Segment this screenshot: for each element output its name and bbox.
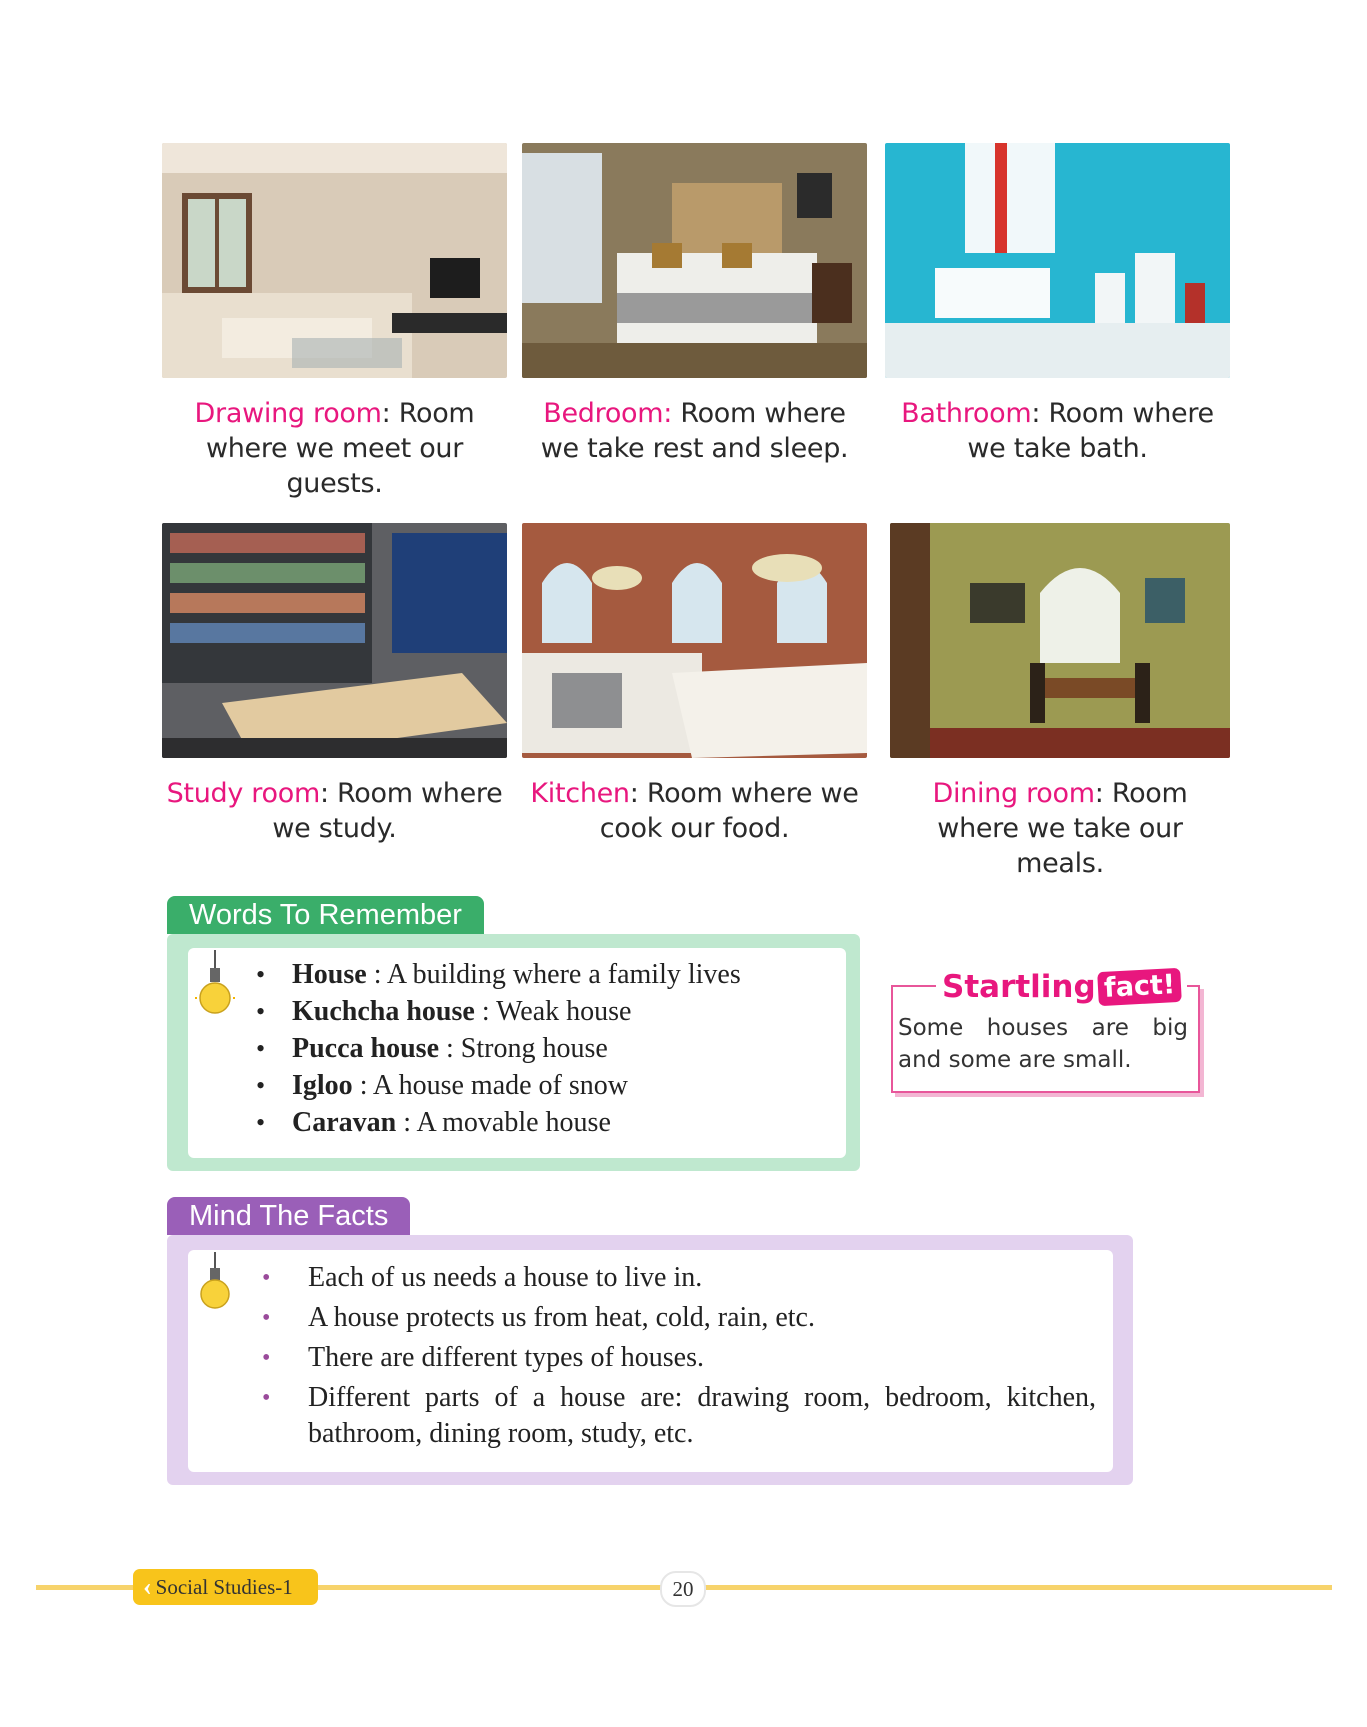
word-meaning: : A movable house	[396, 1107, 611, 1138]
room-card-bedroom	[522, 143, 867, 466]
words-to-remember-title: Words To Remember	[167, 896, 484, 934]
room-description: : Room where we take bath.	[967, 398, 1214, 464]
room-description: : Room where we meet our guests.	[205, 398, 475, 499]
room-description: : Room where we take our meals.	[937, 778, 1188, 879]
page-number: 20	[660, 1571, 706, 1607]
list-item	[256, 993, 741, 1030]
list-item	[256, 1067, 741, 1104]
bedroom-photo	[522, 143, 867, 378]
startling-fact-title	[936, 968, 1187, 1006]
word-term: House	[292, 959, 367, 990]
room-term: Bedroom:	[543, 398, 673, 429]
list-item	[256, 956, 741, 993]
words-to-remember-panel	[188, 948, 846, 1158]
lightbulb-icon	[195, 950, 235, 1034]
fact-title-text: Startling	[942, 969, 1096, 1005]
word-term: Caravan	[292, 1107, 397, 1138]
list-item	[256, 1104, 741, 1141]
room-term: Study room	[166, 778, 320, 809]
room-card-kitchen	[522, 523, 867, 846]
room-caption	[890, 776, 1230, 881]
word-term: Igloo	[292, 1070, 353, 1101]
room-card-bathroom	[885, 143, 1230, 466]
word-meaning: : Strong house	[439, 1033, 608, 1064]
chevron-left-icon: ‹	[143, 1572, 152, 1601]
list-item	[256, 1030, 741, 1067]
list-item: • Different parts of a house are: drawing room, bedroom, kitchen, bathroom, dining room, study, etc.	[258, 1380, 1096, 1452]
room-caption	[162, 776, 507, 846]
book-title-tab	[133, 1569, 318, 1605]
bathroom-photo	[885, 143, 1230, 378]
room-term: Kitchen	[530, 778, 630, 809]
dining-room-photo	[890, 523, 1230, 758]
room-card-study	[162, 523, 507, 846]
word-meaning: : A building where a family lives	[366, 959, 741, 990]
facts-list	[258, 1260, 1096, 1456]
room-description: : Room where we study.	[272, 778, 503, 844]
room-description: Room where we take rest and sleep.	[540, 398, 849, 464]
room-card-drawing	[162, 143, 507, 501]
list-item: • There are different types of houses.	[258, 1340, 1096, 1376]
mind-the-facts-title: Mind The Facts	[167, 1197, 410, 1235]
room-description: : Room where we cook our food.	[599, 778, 859, 844]
room-term: Drawing room	[194, 398, 382, 429]
book-title: Social Studies-1	[155, 1574, 293, 1599]
list-item: • A house protects us from heat, cold, rain, etc.	[258, 1300, 1096, 1336]
room-caption	[885, 396, 1230, 466]
room-caption	[522, 396, 867, 466]
room-term: Bathroom	[901, 398, 1032, 429]
kitchen-photo	[522, 523, 867, 758]
list-item: • Each of us needs a house to live in.	[258, 1260, 1096, 1296]
room-caption	[522, 776, 867, 846]
words-list	[256, 956, 741, 1141]
lightbulb-icon	[195, 1252, 235, 1326]
word-meaning: : Weak house	[474, 996, 632, 1027]
study-room-photo	[162, 523, 507, 758]
room-caption	[162, 396, 507, 501]
startling-fact-text: Some houses are big and some are small.	[898, 1015, 1188, 1073]
room-card-dining	[890, 523, 1230, 881]
word-meaning: : A house made of snow	[352, 1070, 628, 1101]
word-term: Kuchcha house	[292, 996, 475, 1027]
room-term: Dining room	[932, 778, 1095, 809]
word-term: Pucca house	[292, 1033, 439, 1064]
fact-badge: fact!	[1097, 968, 1182, 1006]
drawing-room-photo	[162, 143, 507, 378]
mind-the-facts-panel	[188, 1250, 1113, 1472]
